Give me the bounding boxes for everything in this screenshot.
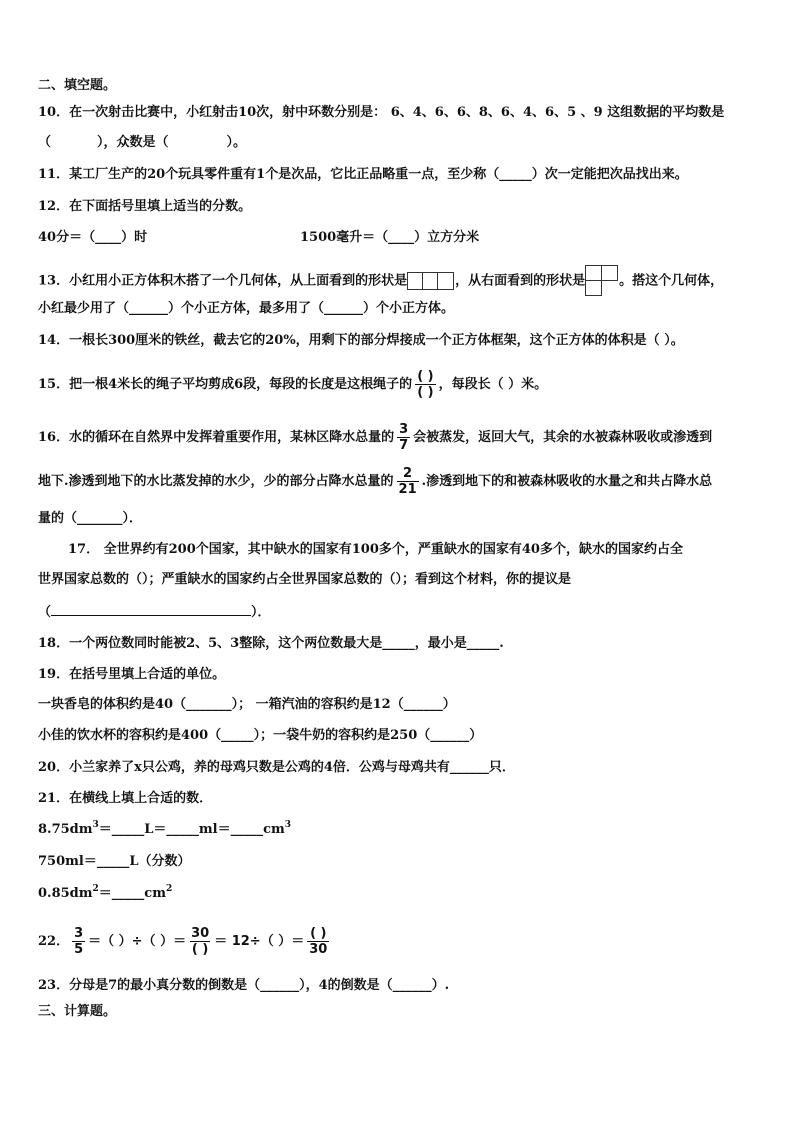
q16-line2: 地下.渗透到地下的水比蒸发掉的水少，少的部分占降水总量的 $\frac{2}{21}$ .渗透到地下的和被森林吸收的水量之和共占降水总 <box>38 466 713 497</box>
q11: 11．某工厂生产的20个玩具零件重有1个是次品，它比正品略重一点，至少称（_____）次一定能把次品找出来。 <box>38 167 688 182</box>
q12-right: 1500毫升＝（____）立方分米 <box>300 230 480 245</box>
q22-fraction-30-blank: $\frac{30}{( )}$ <box>191 926 210 957</box>
q13-line1: 13．小红用小正方体积木搭了一个几何体，从上面看到的形状是 ，从右面看到的形状是 。搭这个几何体， <box>38 265 764 297</box>
q10-line2: （ ），众数是（ ）。 <box>38 135 247 150</box>
q18: 18．一个两位数同时能被2、5、3整除，这个两位数最大是_____，最小是_____. <box>38 636 504 651</box>
q21-line2: 750ml＝_____L（分数） <box>38 854 191 869</box>
q10-line1: 10．在一次射击比赛中，小红射击10次，射中环数分别是： 6、4、6、6、8、6、4、6、5 、9 这组数据的平均数是 <box>38 105 725 120</box>
q17-line2: 世界国家总数的（）；严重缺水的国家约占全世界国家总数的（）；看到这个材料，你的提议是 <box>38 572 572 587</box>
q16-line1: 16．水的循环在自然界中发挥着重要作用，某林区降水总量的 $\frac{3}{7}$ 会被蒸发，返回大气，其余的水被森林吸收或渗透到 <box>38 422 713 453</box>
q17-line1: 17． 全世界约有200个国家，其中缺水的国家有100多个，严重缺水的国家有40多个，缺水的国家约占全 <box>68 542 683 557</box>
q21-line1: $8.75dm^3=\_\_\_\_\_L=\_\_\_\_\_ml=\_\_\_\_\_cm^3$ <box>38 820 292 837</box>
q13-line2: 小红最少用了（______）个小正方体，最多用了（______）个小正方体。 <box>38 301 455 316</box>
q12-title: 12．在下面括号里填上适当的分数。 <box>38 199 252 214</box>
q20: 20．小兰家养了x只公鸡，养的母鸡只数是公鸡的4倍．公鸡与母鸡共有______只． <box>38 760 515 775</box>
q16-fraction-2-21: $\frac{2}{21}$ <box>398 466 417 497</box>
q16-line3: 量的（_______）． <box>38 511 143 526</box>
q22: 22． $\frac{3}{5}$ ＝（ ）÷（ ）＝ $\frac{30}{( )}$ ＝ 12÷（ ）＝ $\frac{( )}{30}$ <box>38 926 328 957</box>
q15-fraction: $\frac{( )}{( )}$ <box>417 369 434 400</box>
q23: 23．分母是7的最小真分数的倒数是（______），4的倒数是（______）. <box>38 978 450 993</box>
q16-fraction-3-7: $\frac{3}{7}$ <box>399 422 409 453</box>
section-heading-calculation: 三、计算题。 <box>38 1004 117 1019</box>
q19-line1: 一块香皂的体积约是40（_______）； 一箱汽油的容积约是12（______） <box>38 697 456 712</box>
top-view-figure <box>407 272 455 290</box>
q22-fraction-blank-30: $\frac{( )}{30}$ <box>309 926 328 957</box>
q17-line3: （ ）． <box>38 602 764 622</box>
right-view-figure <box>585 265 619 297</box>
q19-title: 19．在括号里填上合适的单位。 <box>38 667 226 682</box>
q21-title: 21．在横线上填上合适的数． <box>38 791 213 806</box>
q21-line3: $0.85dm^2=\_\_\_\_\_cm^2$ <box>38 884 173 901</box>
q12-left: 40分＝（____）时 <box>38 230 148 245</box>
q22-fraction-3-5: $\frac{3}{5}$ <box>74 926 84 957</box>
q19-line2: 小佳的饮水杯的容积约是400（_____）；一袋牛奶的容积约是250（______） <box>38 728 483 743</box>
section-heading-fill-in: 二、填空题。 <box>38 78 117 93</box>
q14: 14．一根长300厘米的铁丝，截去它的20%，用剩下的部分焊接成一个正方体框架，这个正方体的体积是（ ）。 <box>38 333 684 348</box>
q15: 15．把一根4米长的绳子平均剪成6段，每段的长度是这根绳子的 $\frac{( )}{( )}$ ，每段长（ ）米。 <box>38 369 548 400</box>
